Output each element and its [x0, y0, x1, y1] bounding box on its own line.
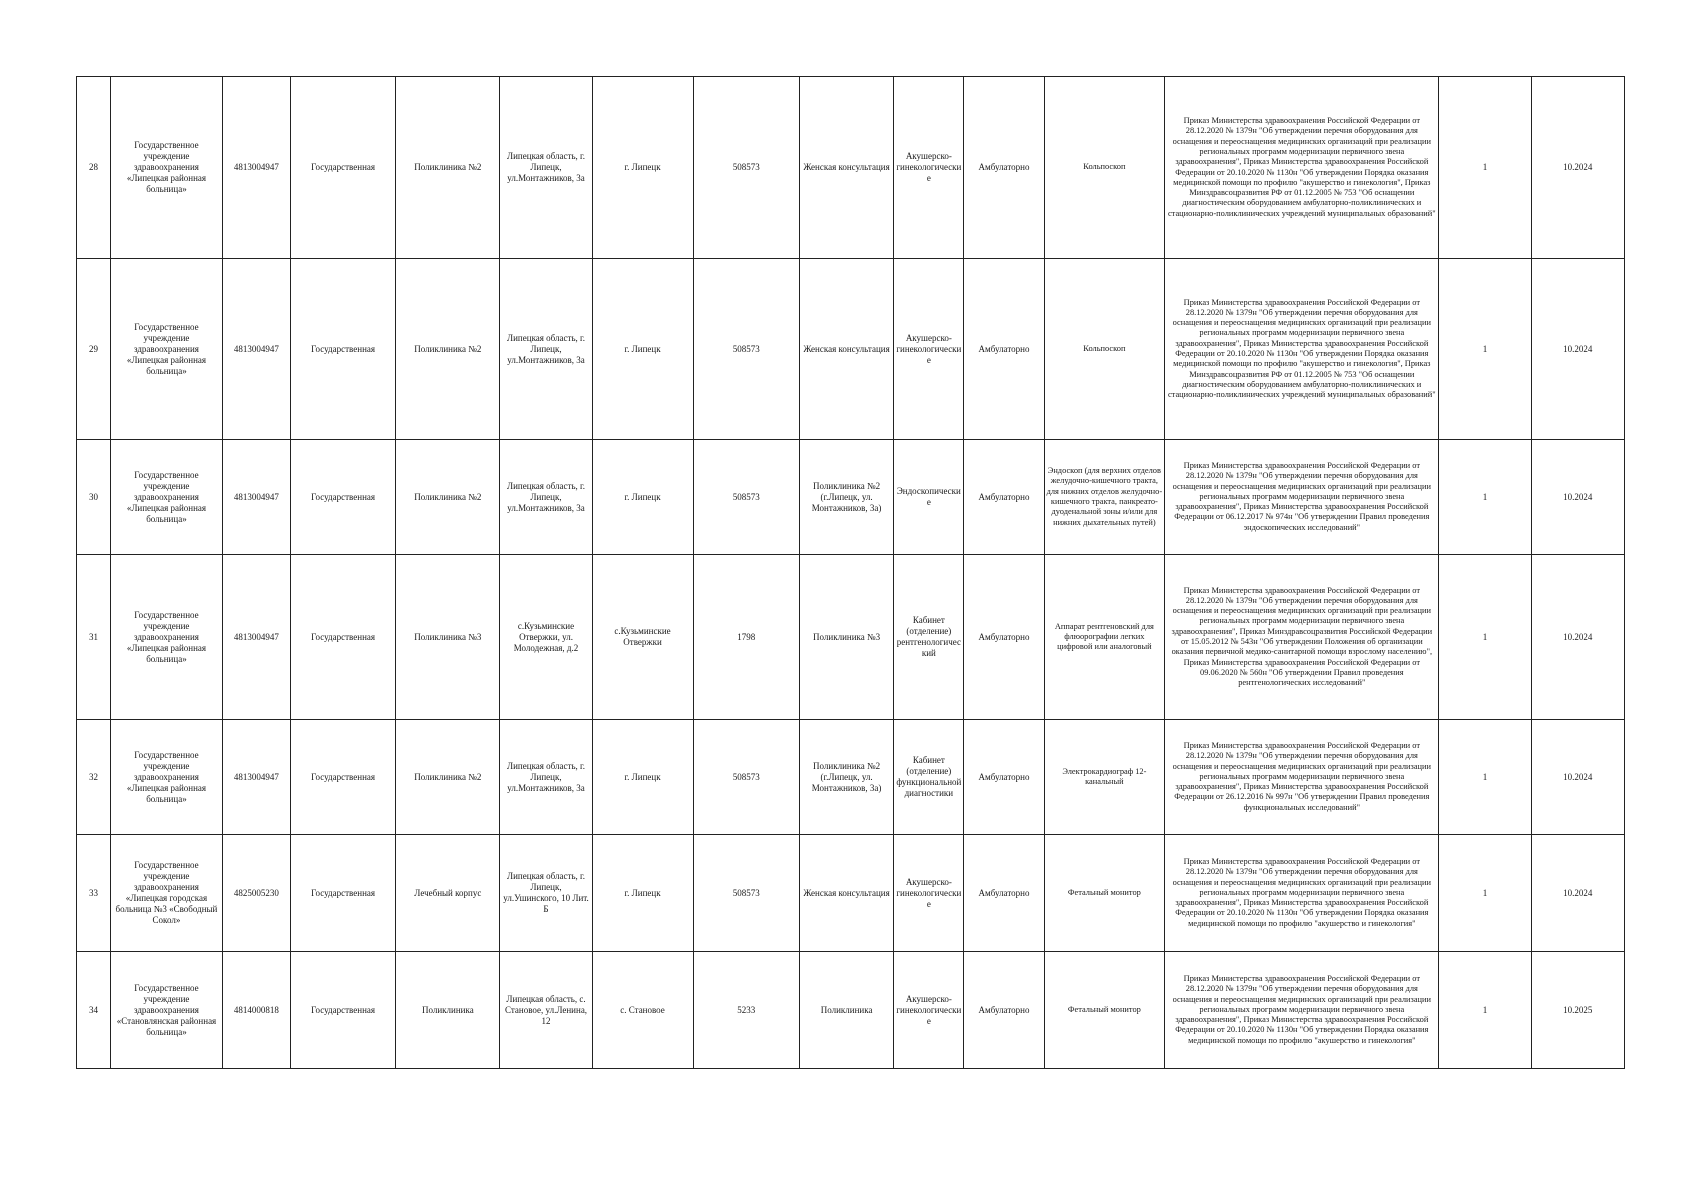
delivery-date: 10.2024: [1531, 77, 1624, 259]
care-profile: Акушерско-гинекологические: [894, 259, 964, 440]
settlement: с.Кузьминские Отвержки: [592, 555, 693, 720]
care-conditions: Амбулаторно: [964, 720, 1044, 835]
inn-cell: 4813004947: [222, 555, 290, 720]
ownership-form: Государственная: [290, 77, 395, 259]
table-row: [77, 952, 1625, 1069]
organization-name: Государственное учреждение здравоохранения «Липецкая районная больница»: [111, 77, 223, 259]
structural-unit: Поликлиника №3: [396, 555, 500, 720]
subdivision: Женская консультация: [799, 77, 893, 259]
row-number: 31: [77, 555, 111, 720]
inn-cell: 4814000818: [222, 952, 290, 1069]
quantity: 1: [1439, 952, 1531, 1069]
inn-cell: 4813004947: [222, 720, 290, 835]
ownership-form: Государственная: [290, 835, 395, 952]
inn-cell: 4813004947: [222, 259, 290, 440]
equipment-table: [76, 76, 1625, 1069]
equipment-name: Эндоскоп (для верхних отделов желудочно-кишечного тракта, для нижних отделов желудочно-кишечного тракта, панкреато-дуоденальной зоны и/или для нижних дыхательных путей): [1044, 440, 1165, 555]
quantity: 1: [1439, 77, 1531, 259]
quantity: 1: [1439, 259, 1531, 440]
equipment-name: Фетальный монитор: [1044, 835, 1165, 952]
equipment-name: Фетальный монитор: [1044, 952, 1165, 1069]
care-conditions: Амбулаторно: [964, 259, 1044, 440]
row-number: 32: [77, 720, 111, 835]
population: 508573: [693, 259, 799, 440]
inn-cell: 4813004947: [222, 77, 290, 259]
quantity: 1: [1439, 720, 1531, 835]
delivery-date: 10.2024: [1531, 720, 1624, 835]
table-row: [77, 440, 1625, 555]
quantity: 1: [1439, 440, 1531, 555]
population: 1798: [693, 555, 799, 720]
subdivision: Женская консультация: [799, 835, 893, 952]
ownership-form: Государственная: [290, 259, 395, 440]
legal-basis: Приказ Министерства здравоохранения Российской Федерации от 28.12.2020 № 1379н "Об утверждении перечня оборудования для оснащения и переоснащения медицинских организаций при реализации региональных программ модернизации первичного звена здравоохранения", Приказ Министерства здравоохранения Российской Федерации от 06.12.2017 № 974н "Об утверждении Правил проведения эндоскопических исследований": [1165, 440, 1439, 555]
unit-address: Липецкая область, г. Липецк, ул.Монтажников, 3а: [500, 440, 592, 555]
care-profile: Эндоскопические: [894, 440, 964, 555]
quantity: 1: [1439, 555, 1531, 720]
settlement: г. Липецк: [592, 77, 693, 259]
organization-name: Государственное учреждение здравоохранения «Липецкая районная больница»: [111, 259, 223, 440]
row-number: 33: [77, 835, 111, 952]
structural-unit: Поликлиника №2: [396, 440, 500, 555]
care-profile: Акушерско-гинекологические: [894, 77, 964, 259]
settlement: г. Липецк: [592, 720, 693, 835]
subdivision: Поликлиника №2 (г.Липецк, ул. Монтажников, 3а): [799, 440, 893, 555]
care-profile: Кабинет (отделение) рентгенологический: [894, 555, 964, 720]
care-conditions: Амбулаторно: [964, 555, 1044, 720]
delivery-date: 10.2024: [1531, 835, 1624, 952]
delivery-date: 10.2024: [1531, 555, 1624, 720]
unit-address: Липецкая область, с. Становое, ул.Ленина, 12: [500, 952, 592, 1069]
unit-address: Липецкая область, г. Липецк, ул.Монтажников, 3а: [500, 77, 592, 259]
organization-name: Государственное учреждение здравоохранения «Липецкая районная больница»: [111, 720, 223, 835]
row-number: 28: [77, 77, 111, 259]
row-number: 29: [77, 259, 111, 440]
organization-name: Государственное учреждение здравоохранения «Липецкая городская больница №3 «Свободный Сокол»: [111, 835, 223, 952]
population: 508573: [693, 835, 799, 952]
care-conditions: Амбулаторно: [964, 77, 1044, 259]
settlement: с. Становое: [592, 952, 693, 1069]
table-row: [77, 259, 1625, 440]
structural-unit: Поликлиника №2: [396, 720, 500, 835]
document-page: [76, 76, 1625, 1069]
ownership-form: Государственная: [290, 952, 395, 1069]
ownership-form: Государственная: [290, 440, 395, 555]
equipment-name: Электрокардиограф 12-канальный: [1044, 720, 1165, 835]
organization-name: Государственное учреждение здравоохранения «Становлянская районная больница»: [111, 952, 223, 1069]
equipment-name: Кольпоскоп: [1044, 259, 1165, 440]
table-body: [77, 77, 1625, 1069]
ownership-form: Государственная: [290, 555, 395, 720]
organization-name: Государственное учреждение здравоохранения «Липецкая районная больница»: [111, 555, 223, 720]
structural-unit: Поликлиника №2: [396, 77, 500, 259]
care-profile: Акушерско-гинекологические: [894, 952, 964, 1069]
legal-basis: Приказ Министерства здравоохранения Российской Федерации от 28.12.2020 № 1379н "Об утверждении перечня оборудования для оснащения и переоснащения медицинских организаций при реализации региональных программ модернизации первичного звена здравоохранения", Приказ Минздравсоцразвития Российской Федерации от 15.05.2012 № 543н "Об утверждении Положения об организации оказания первичной медико-санитарной помощи взрослому населению", Приказ Министерства здравоохранения Российской Федерации от 09.06.2020 № 560н "Об утверждении Правил проведения рентгенологических исследований": [1165, 555, 1439, 720]
subdivision: Женская консультация: [799, 259, 893, 440]
organization-name: Государственное учреждение здравоохранения «Липецкая районная больница»: [111, 440, 223, 555]
unit-address: Липецкая область, г. Липецк, ул.Ушинского, 10 Лит. Б: [500, 835, 592, 952]
settlement: г. Липецк: [592, 440, 693, 555]
care-conditions: Амбулаторно: [964, 440, 1044, 555]
unit-address: Липецкая область, г. Липецк, ул.Монтажников, 3а: [500, 720, 592, 835]
row-number: 34: [77, 952, 111, 1069]
quantity: 1: [1439, 835, 1531, 952]
ownership-form: Государственная: [290, 720, 395, 835]
population: 508573: [693, 77, 799, 259]
legal-basis: Приказ Министерства здравоохранения Российской Федерации от 28.12.2020 № 1379н "Об утверждении перечня оборудования для оснащения и переоснащения медицинских организаций при реализации региональных программ модернизации первичного звена здравоохранения", Приказ Министерства здравоохранения Российской Федерации от 20.10.2020 № 1130н "Об утверждении Порядка оказания медицинской помощи по профилю "акушерство и гинекология", Приказ Минздравсоцразвития РФ от 01.12.2005 № 753 "Об оснащении диагностическим оборудованием амбулаторно-поликлинических и стационарно-поликлинических учреждений муниципальных образований": [1165, 259, 1439, 440]
settlement: г. Липецк: [592, 259, 693, 440]
delivery-date: 10.2024: [1531, 259, 1624, 440]
delivery-date: 10.2025: [1531, 952, 1624, 1069]
care-conditions: Амбулаторно: [964, 952, 1044, 1069]
structural-unit: Поликлиника: [396, 952, 500, 1069]
equipment-name: Аппарат рентгеновский для флюорографии легких цифровой или аналоговый: [1044, 555, 1165, 720]
table-row: [77, 720, 1625, 835]
subdivision: Поликлиника №3: [799, 555, 893, 720]
table-row: [77, 77, 1625, 259]
table-row: [77, 835, 1625, 952]
legal-basis: Приказ Министерства здравоохранения Российской Федерации от 28.12.2020 № 1379н "Об утверждении перечня оборудования для оснащения и переоснащения медицинских организаций при реализации региональных программ модернизации первичного звена здравоохранения", Приказ Министерства здравоохранения Российской Федерации от 20.10.2020 № 1130н "Об утверждении Порядка оказания медицинской помощи по профилю "акушерство и гинекология": [1165, 835, 1439, 952]
equipment-name: Кольпоскоп: [1044, 77, 1165, 259]
table-row: [77, 555, 1625, 720]
unit-address: с.Кузьминские Отвержки, ул. Молодежная, д.2: [500, 555, 592, 720]
care-conditions: Амбулаторно: [964, 835, 1044, 952]
legal-basis: Приказ Министерства здравоохранения Российской Федерации от 28.12.2020 № 1379н "Об утверждении перечня оборудования для оснащения и переоснащения медицинских организаций при реализации региональных программ модернизации первичного звена здравоохранения", Приказ Министерства здравоохранения Российской Федерации от 20.10.2020 № 1130н "Об утверждении Порядка оказания медицинской помощи по профилю "акушерство и гинекология": [1165, 952, 1439, 1069]
legal-basis: Приказ Министерства здравоохранения Российской Федерации от 28.12.2020 № 1379н "Об утверждении перечня оборудования для оснащения и переоснащения медицинских организаций при реализации региональных программ модернизации первичного звена здравоохранения", Приказ Министерства здравоохранения Российской Федерации от 26.12.2016 № 997н "Об утверждении Правил проведения функциональных исследований": [1165, 720, 1439, 835]
settlement: г. Липецк: [592, 835, 693, 952]
legal-basis: Приказ Министерства здравоохранения Российской Федерации от 28.12.2020 № 1379н "Об утверждении перечня оборудования для оснащения и переоснащения медицинских организаций при реализации региональных программ модернизации первичного звена здравоохранения", Приказ Министерства здравоохранения Российской Федерации от 20.10.2020 № 1130н "Об утверждении Порядка оказания медицинской помощи по профилю "акушерство и гинекология", Приказ Минздравсоцразвития РФ от 01.12.2005 № 753 "Об оснащении диагностическим оборудованием амбулаторно-поликлинических и стационарно-поликлинических учреждений муниципальных образований": [1165, 77, 1439, 259]
unit-address: Липецкая область, г. Липецк, ул.Монтажников, 3а: [500, 259, 592, 440]
inn-cell: 4825005230: [222, 835, 290, 952]
structural-unit: Поликлиника №2: [396, 259, 500, 440]
population: 508573: [693, 440, 799, 555]
care-profile: Кабинет (отделение) функциональной диагностики: [894, 720, 964, 835]
structural-unit: Лечебный корпус: [396, 835, 500, 952]
subdivision: Поликлиника №2 (г.Липецк, ул. Монтажников, 3а): [799, 720, 893, 835]
subdivision: Поликлиника: [799, 952, 893, 1069]
inn-cell: 4813004947: [222, 440, 290, 555]
delivery-date: 10.2024: [1531, 440, 1624, 555]
population: 5233: [693, 952, 799, 1069]
row-number: 30: [77, 440, 111, 555]
population: 508573: [693, 720, 799, 835]
care-profile: Акушерско-гинекологические: [894, 835, 964, 952]
